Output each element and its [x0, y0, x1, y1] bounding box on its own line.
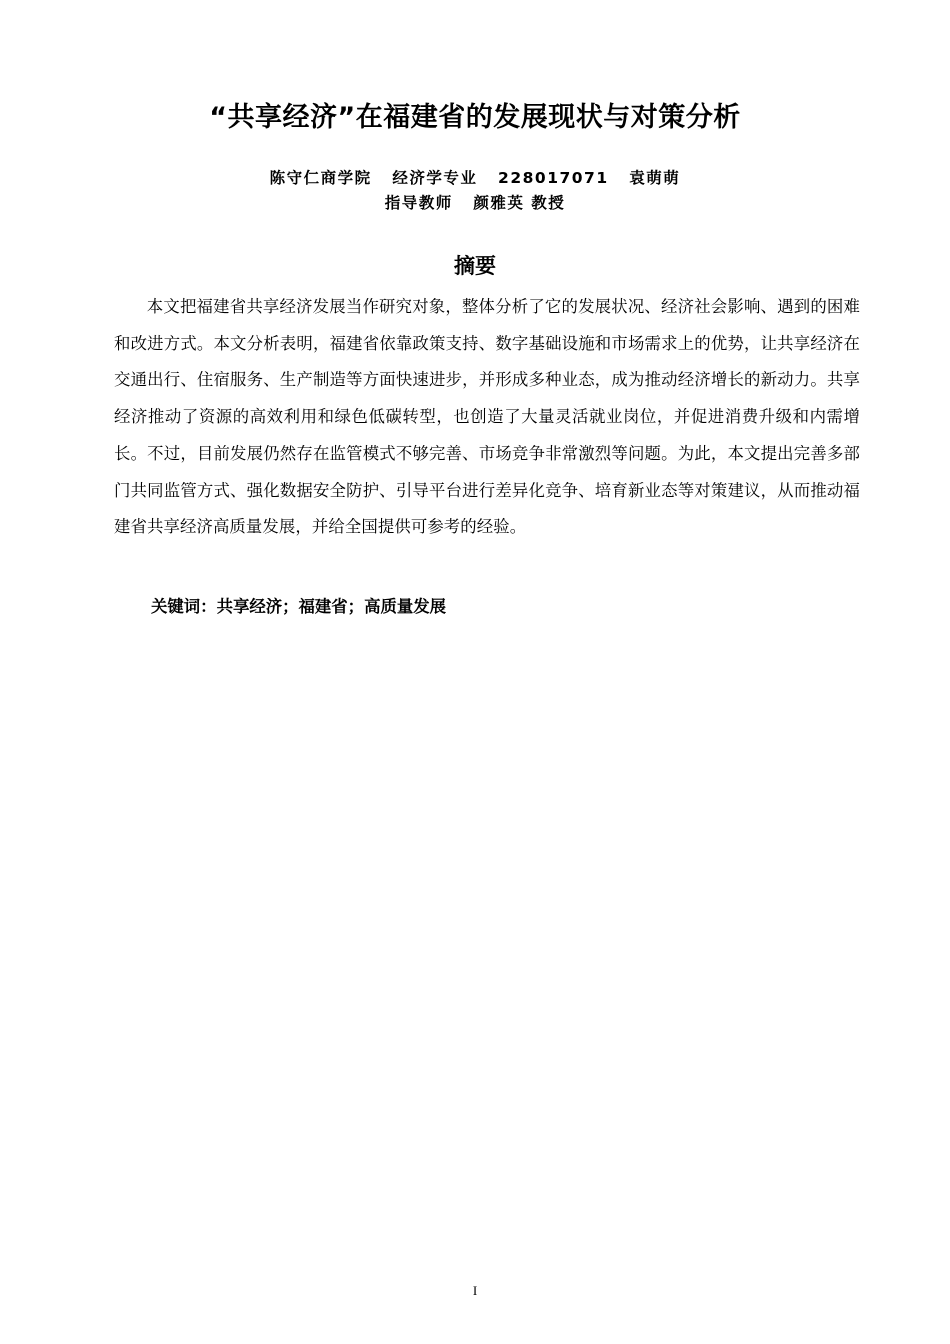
advisor-info: 指导教师 颜雅英 教授	[384, 194, 566, 212]
page-number: I	[472, 1283, 478, 1298]
keywords-line	[151, 593, 446, 621]
author-info: 陈守仁商学院 经济学专业 228017071 袁萌萌	[269, 169, 681, 187]
abstract-body: 本文把福建省共享经济发展当作研究对象，整体分析了它的发展状况、经济社会影响、遇到的困难和改进方式。本文分析表明，福建省依靠政策支持、数字基础设施和市场需求上的优势，让共享经济在交通出行、住宿服务、生产制造等方面快速进步，并形成多种业态，成为推动经济增长的新动力。共享经济推动了资源的高效利用和绿色低碳转型，也创造了大量灵活就业岗位，并促进消费升级和内需增长。不过，目前发展仍然存在监管模式不够完善、市场竞争非常激烈等问题。为此，本文提出完善多部门共同监管方式、强化数据安全防护、引导平台进行差异化竞争、培育新业态等对策建议，从而推动福建省共享经济高质量发展，并给全国提供可参考的经验。	[114, 297, 860, 537]
keywords-value: 共享经济；福建省；高质量发展	[216, 597, 447, 616]
paper-title: “共享经济”在福建省的发展现状与对策分析	[209, 102, 741, 133]
abstract-heading: 摘要	[454, 254, 496, 278]
keywords-label: 关键词：	[151, 597, 217, 616]
